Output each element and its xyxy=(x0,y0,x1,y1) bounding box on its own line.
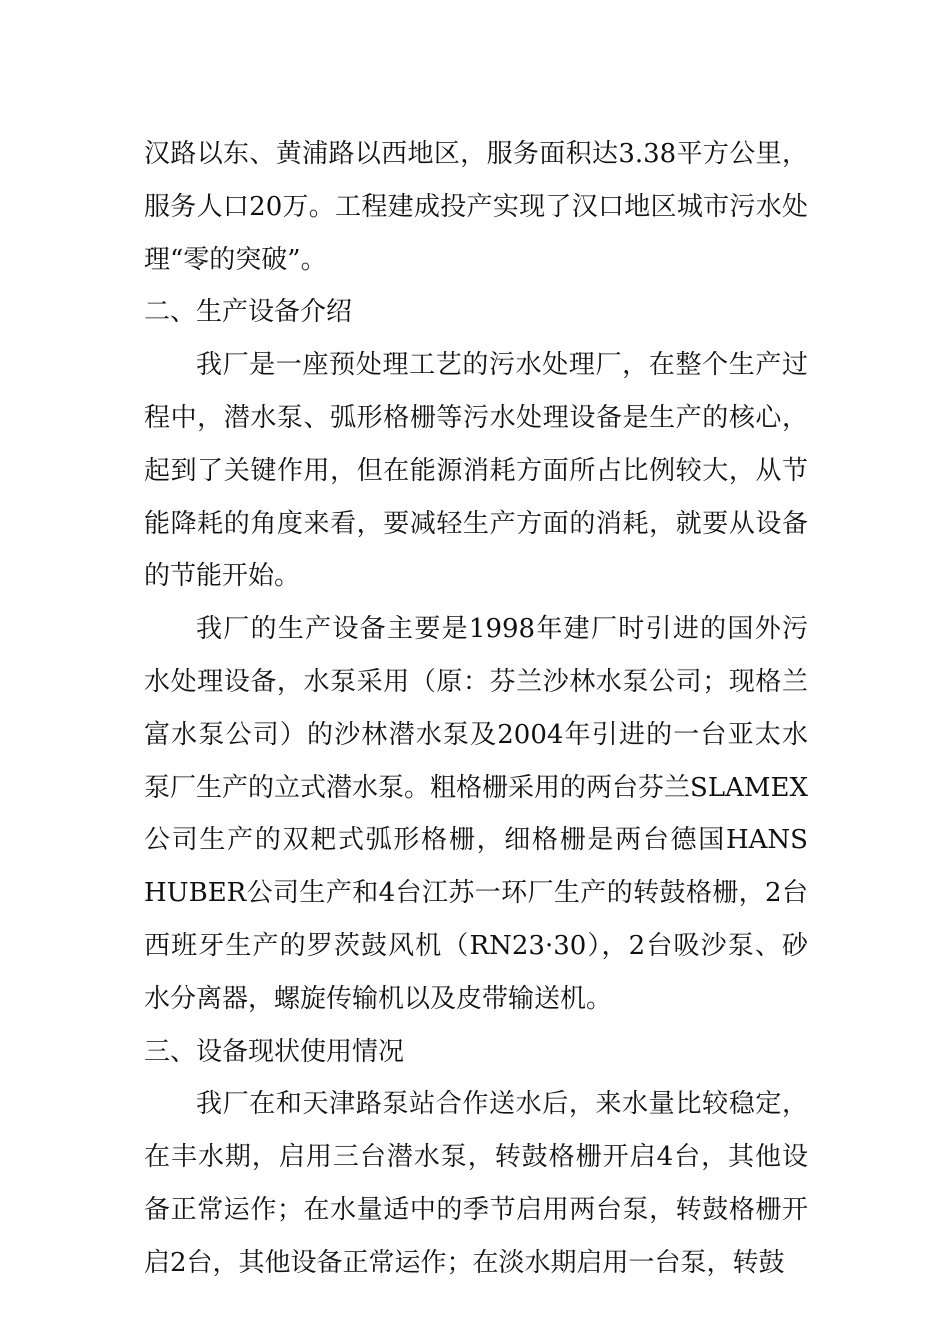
paragraph-continuation: 汉路以东、黄浦路以西地区，服务面积达3.38平方公里，服务人口20万。工程建成投产实现了汉口地区城市污水处理“零的突破”。 xyxy=(144,139,808,275)
section-heading-equipment-status: 三、设备现状使用情况 xyxy=(144,1036,405,1067)
paragraph-equipment-list: 我厂的生产设备主要是1998年建厂时引进的国外污水处理设备，水泵采用（原：芬兰沙林水泵公司；现格兰富水泵公司）的沙林潜水泵及2004年引进的一台亚太水泵厂生产的立式潜水泵。粗格栅采用的两台芬兰SLAMEX公司生产的双耙式弧形格栅，细格栅是两台德国HANS HUBER公司生产和4台江苏一环厂生产的转鼓格栅，2台西班牙生产的罗茨鼓风机（RN23·30），2台吸沙泵、砂水分离器，螺旋传输机以及皮带输送机。 xyxy=(144,614,808,1014)
section-heading-equipment-intro: 二、生产设备介绍 xyxy=(144,297,353,328)
paragraph-equipment-core: 我厂是一座预处理工艺的污水处理厂，在整个生产过程中，潜水泵、弧形格栅等污水处理设备是生产的核心，起到了关键作用，但在能源消耗方面所占比例较大，从节能降耗的角度来看，要减轻生产方面的消耗，就要从设备的节能开始。 xyxy=(144,350,808,592)
paragraph-equipment-usage: 我厂在和天津路泵站合作送水后，来水量比较稳定，在丰水期，启用三台潜水泵，转鼓格栅开启4台，其他设备正常运作；在水量适中的季节启用两台泵，转鼓格栅开启2台，其他设备正常运作；在淡水期启用一台泵，转鼓 xyxy=(144,1089,808,1278)
document-body xyxy=(144,128,808,1290)
